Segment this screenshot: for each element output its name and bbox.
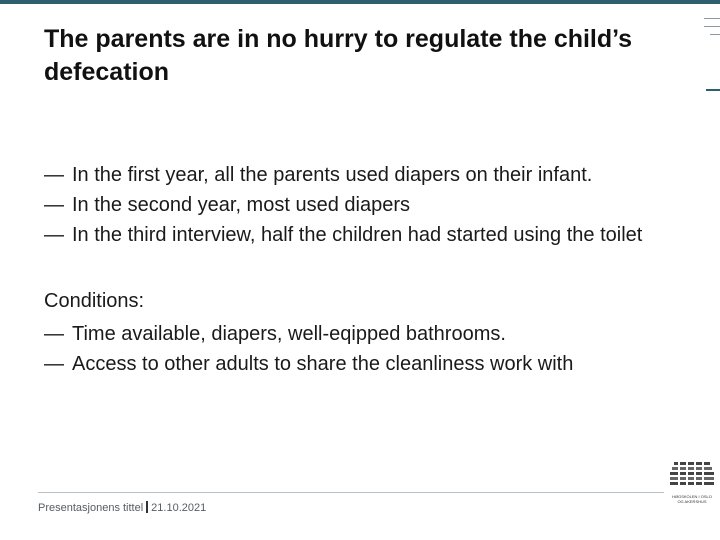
bullet-item	[44, 220, 644, 250]
bullet-text: In the third interview, half the children had started using the toilet	[72, 224, 643, 246]
logo-text-line2: OG AKERSHUS	[677, 499, 707, 504]
footer-presentation-title: Presentasjonens tittel	[38, 502, 144, 514]
building-logo-icon	[668, 460, 716, 486]
bullet-dash: —	[44, 323, 64, 345]
bullet-item	[44, 160, 644, 190]
bullet-item	[44, 319, 644, 349]
bullet-text: Time available, diapers, well-eqipped bathrooms.	[72, 323, 506, 345]
footer-date: 21.10.2021	[151, 502, 207, 514]
bullet-text: In the second year, most used diapers	[72, 194, 410, 216]
bullet-dash: —	[44, 164, 64, 186]
slide-title: The parents are in no hurry to regulate the child’s defecation	[44, 25, 633, 86]
bullet-text: Access to other adults to share the cleanliness work with	[72, 353, 574, 375]
logo-text-line1: HØGSKOLEN I OSLO	[672, 494, 712, 499]
bullet-dash: —	[44, 194, 64, 216]
slide-body	[44, 160, 644, 379]
institution-logo	[668, 460, 716, 506]
footer-separator	[146, 501, 148, 513]
bullet-dash: —	[44, 353, 64, 375]
corner-accent-line	[706, 89, 720, 91]
corner-decoration	[704, 18, 720, 42]
bullet-item	[44, 190, 644, 220]
conditions-label: Conditions:	[44, 290, 145, 312]
bullet-item	[44, 349, 644, 379]
top-accent-bar	[0, 0, 720, 4]
slide-footer	[38, 492, 664, 514]
bullet-dash: —	[44, 224, 64, 246]
bullet-text: In the first year, all the parents used diapers on their infant.	[72, 164, 593, 186]
